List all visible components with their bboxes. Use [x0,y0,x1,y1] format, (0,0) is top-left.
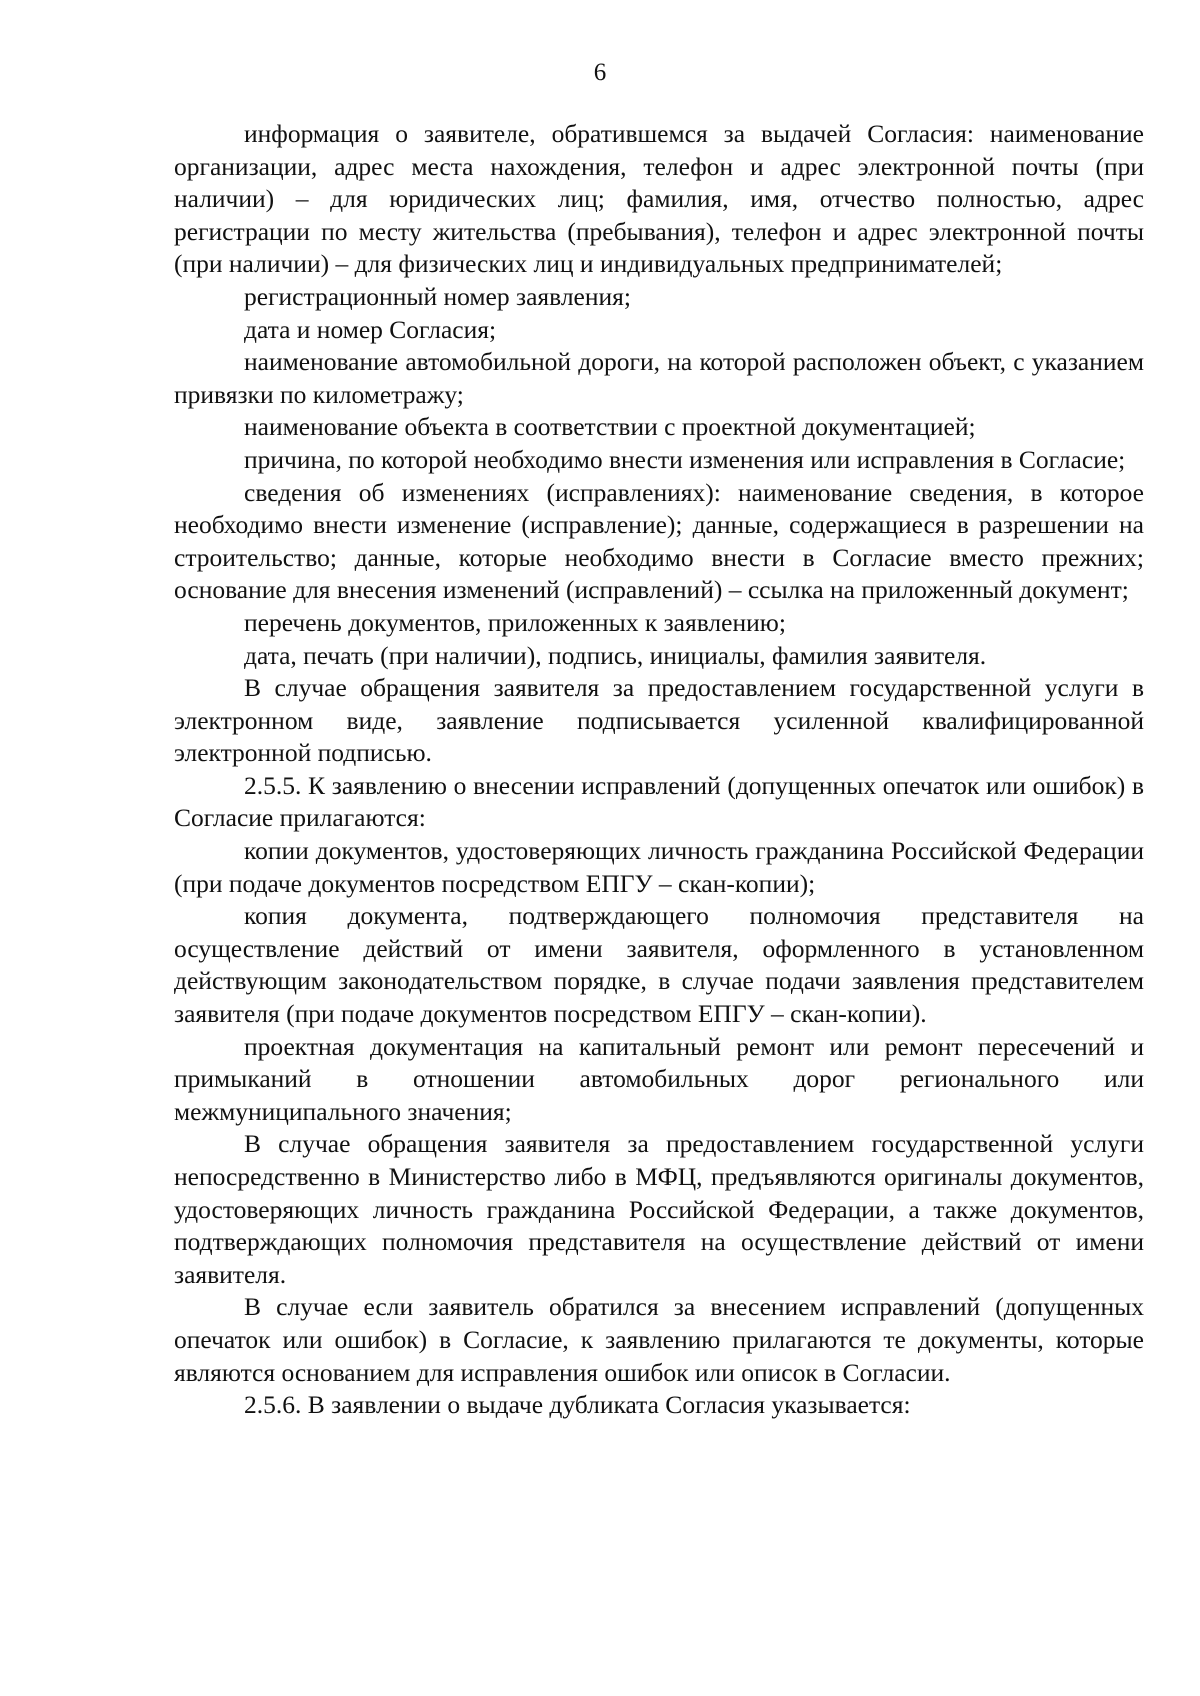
paragraph-date-signature: дата, печать (при наличии), подпись, инициалы, фамилия заявителя. [244,640,987,670]
paragraph-project-documentation: проектная документация на капитальный ремонт или ремонт пересечений и примыканий в отношении автомобильных дорог регионального или межмуниципального значения; [174,1031,1144,1126]
paragraph-representative-authority: копия документа, подтверждающего полномочия представителя на осуществление действий от имени заявителя, оформленного в установленном действующим законодательством порядке, в случае подачи заявления представителем заявителя (при подаче документов посредством ЕПГУ – скан-копии). [174,901,1144,1029]
paragraph-consent-date-number: дата и номер Согласия; [244,314,497,344]
paragraph-reason: причина, по которой необходимо внести изменения или исправления в Согласие; [244,444,1126,474]
paragraph-section-2-5-6: 2.5.6. В заявлении о выдаче дубликата Согласия указывается: [244,1390,911,1420]
paragraph-correction-grounds: В случае если заявитель обратился за внесением исправлений (допущенных опечаток или ошибок) в Согласие, к заявлению прилагаются те документы, которые являются основанием для исправления ошибок или описок в Согласии. [174,1292,1144,1387]
paragraph-electronic-signature: В случае обращения заявителя за предоставлением государственной услуги в электронном виде, заявление подписывается усиленной квалифицированной электронной подписью. [174,673,1144,768]
paragraph-attached-documents-list: перечень документов, приложенных к заявлению; [244,607,786,637]
paragraph-registration-number: регистрационный номер заявления; [244,281,631,311]
paragraph-object-name: наименование объекта в соответствии с проектной документацией; [244,412,976,442]
paragraph-original-documents: В случае обращения заявителя за предоставлением государственной услуги непосредственно в Министерство либо в МФЦ, предъявляются оригиналы документов, удостоверяющих личность гражданина Российской Федерации, а также документов, подтверждающих полномочия представителя на осуществление действий от имени заявителя. [174,1129,1144,1289]
paragraph-corrections-info: сведения об изменениях (исправлениях): наименование сведения, в которое необходимо внести изменение (исправление); данные, содержащиеся в разрешении на строительство; данные, которые необходимо внести в Согласие вместо прежних; основание для внесения изменений (исправлений) – ссылка на приложенный документ; [174,477,1144,605]
paragraph-applicant-info: информация о заявителе, обратившемся за выдачей Согласия: наименование организации, адрес места нахождения, телефон и адрес электронной почты (при наличии) – для юридических лиц; фамилия, имя, отчество полностью, адрес регистрации по месту жительства (пребывания), телефон и адрес электронной почты (при наличии) – для физических лиц и индивидуальных предпринимателей; [174,119,1144,279]
document-body [174,118,1144,1422]
paragraph-road-name: наименование автомобильной дороги, на которой расположен объект, с указанием привязки по километражу; [174,347,1144,409]
paragraph-identity-documents: копии документов, удостоверяющих личность гражданина Российской Федерации (при подаче документов посредством ЕПГУ – скан-копии); [174,836,1144,898]
paragraph-section-2-5-5: 2.5.5. К заявлению о внесении исправлений (допущенных опечаток или ошибок) в Согласие прилагаются: [174,770,1144,833]
page-number: 6 [593,59,607,86]
